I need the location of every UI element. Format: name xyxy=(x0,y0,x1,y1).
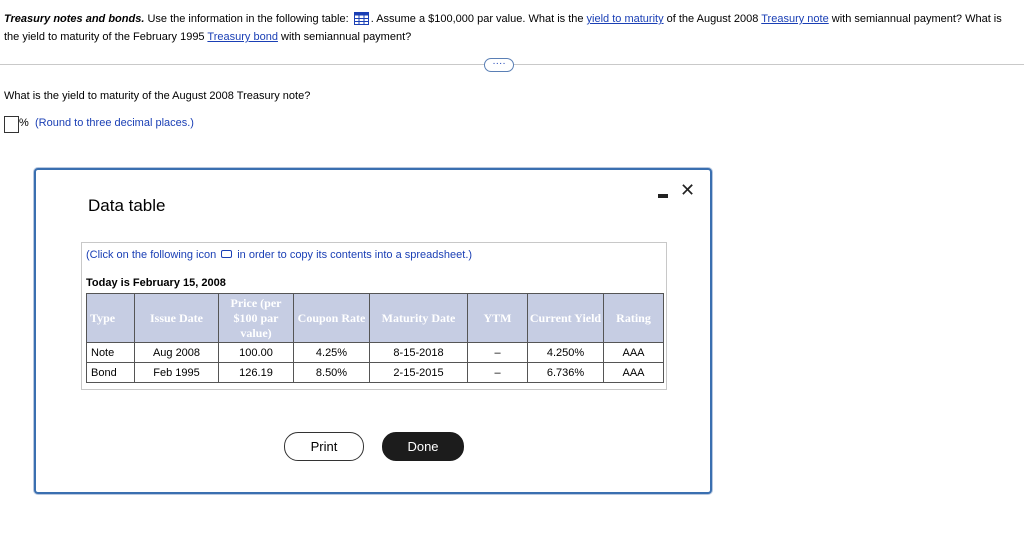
question-part: with semiannual payment? xyxy=(281,31,412,43)
table-cell: 8-15-2018 xyxy=(370,343,468,363)
header-cell: Rating xyxy=(604,294,664,343)
today-label: Today is February 15, 2008 xyxy=(86,277,226,289)
done-button[interactable]: Done xyxy=(382,432,464,461)
link-yield-to-maturity[interactable]: yield to maturity xyxy=(586,13,664,25)
sub-question: What is the yield to maturity of the August 2008 Treasury note? xyxy=(4,90,311,102)
table-cell: 4.250% xyxy=(528,343,604,363)
table-cell: 6.736% xyxy=(528,363,604,383)
link-treasury-note[interactable]: Treasury note xyxy=(761,13,829,25)
table-cell: Feb 1995 xyxy=(135,363,219,383)
table-cell: 126.19 xyxy=(219,363,294,383)
answer-input[interactable] xyxy=(4,116,19,133)
table-cell: – xyxy=(468,363,528,383)
question-text xyxy=(4,10,1020,46)
copy-spreadsheet-icon[interactable] xyxy=(221,250,232,258)
link-treasury-bond[interactable]: Treasury bond xyxy=(207,31,278,43)
table-row xyxy=(87,363,664,383)
question-part: with semiannual payment? What is the yield to maturity of the February 1995 xyxy=(4,13,1002,43)
close-icon[interactable]: ✕ xyxy=(680,180,696,200)
print-button[interactable]: Print xyxy=(284,432,364,461)
table-header-row xyxy=(87,294,664,343)
question-part: . Assume a $100,000 par value. What is the xyxy=(370,13,584,25)
more-button[interactable]: ···· xyxy=(484,58,514,72)
bond-table xyxy=(86,293,664,383)
copy-text: (Click on the following icon xyxy=(86,249,217,261)
table-cell: 2-15-2015 xyxy=(370,363,468,383)
table-cell: AAA xyxy=(604,363,664,383)
table-cell: 8.50% xyxy=(294,363,370,383)
header-cell: Coupon Rate xyxy=(294,294,370,343)
data-panel xyxy=(81,242,667,390)
copy-text: in order to copy its contents into a spreadsheet.) xyxy=(237,249,473,261)
table-grid-icon[interactable] xyxy=(354,12,369,25)
table-row xyxy=(87,343,664,363)
copy-instruction xyxy=(86,249,472,261)
table-cell: Note xyxy=(87,343,135,363)
header-cell: YTM xyxy=(468,294,528,343)
header-cell: Issue Date xyxy=(135,294,219,343)
round-hint: (Round to three decimal places.) xyxy=(35,117,194,129)
table-cell: 100.00 xyxy=(219,343,294,363)
table-cell: Bond xyxy=(87,363,135,383)
table-cell: 4.25% xyxy=(294,343,370,363)
header-cell: Current Yield xyxy=(528,294,604,343)
question-part: of the August 2008 xyxy=(666,13,759,25)
table-cell: – xyxy=(468,343,528,363)
table-cell: Aug 2008 xyxy=(135,343,219,363)
data-table-dialog xyxy=(34,168,712,494)
header-cell: Maturity Date xyxy=(370,294,468,343)
header-cell: Price (per $100 par value) xyxy=(219,294,294,343)
minimize-icon[interactable] xyxy=(658,194,668,198)
header-cell: Type xyxy=(87,294,135,343)
question-title: Treasury notes and bonds. xyxy=(4,13,145,25)
dialog-title: Data table xyxy=(88,196,166,215)
table-cell: AAA xyxy=(604,343,664,363)
question-part: Use the information in the following table: xyxy=(147,13,349,25)
percent-unit: % xyxy=(19,117,29,129)
